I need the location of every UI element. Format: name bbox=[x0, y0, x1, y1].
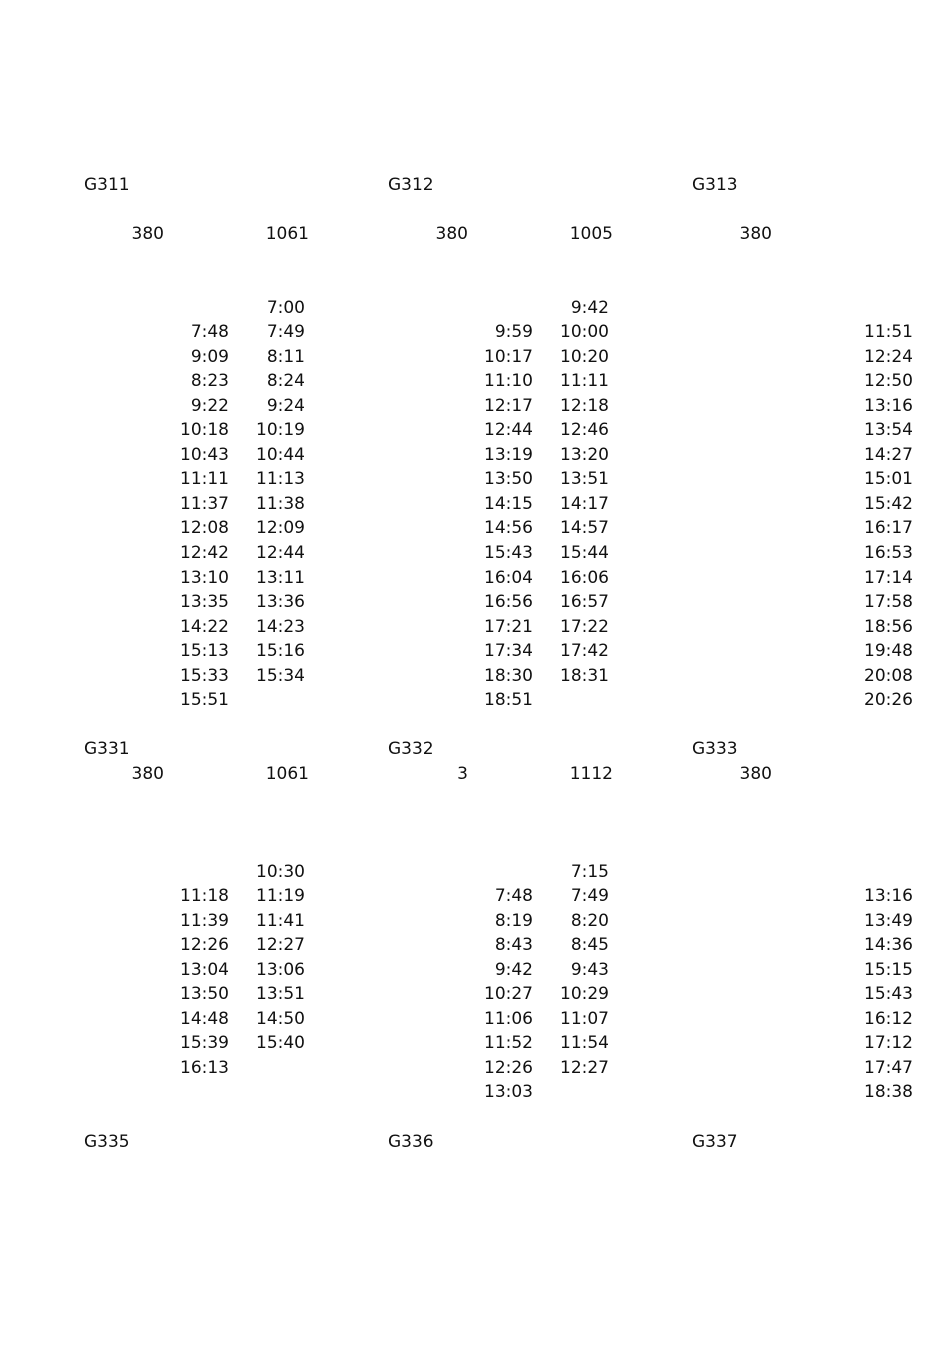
block-code: G311 bbox=[84, 175, 130, 195]
time-cell-right: 13:54 bbox=[864, 420, 913, 440]
time-cell-left: 10:43 bbox=[180, 445, 229, 465]
block-code: G337 bbox=[692, 1132, 738, 1152]
time-cell-left: 11:06 bbox=[484, 1009, 533, 1029]
time-cell-left: 16:13 bbox=[180, 1058, 229, 1078]
time-cell-right: 12:50 bbox=[864, 371, 913, 391]
time-cell-right: 16:17 bbox=[864, 518, 913, 538]
time-cell-right: 15:42 bbox=[864, 494, 913, 514]
block-number-1: 380 bbox=[435, 224, 468, 244]
time-cell-left: 18:30 bbox=[484, 666, 533, 686]
time-cell-right: 20:08 bbox=[864, 666, 913, 686]
time-cell-left: 13:50 bbox=[484, 469, 533, 489]
time-cell-right: 15:34 bbox=[256, 666, 305, 686]
time-cell-right: 11:19 bbox=[256, 886, 305, 906]
time-cell-left: 16:56 bbox=[484, 592, 533, 612]
time-cell-right: 10:29 bbox=[560, 984, 609, 1004]
block-number-1: 380 bbox=[739, 764, 772, 784]
time-cell-left: 9:42 bbox=[494, 960, 533, 980]
time-cell-right: 17:47 bbox=[864, 1058, 913, 1078]
time-cell-right: 11:13 bbox=[256, 469, 305, 489]
time-cell-left: 18:51 bbox=[484, 690, 533, 710]
time-cell-right: 16:06 bbox=[560, 568, 609, 588]
time-cell-right: 12:44 bbox=[256, 543, 305, 563]
time-cell-right: 9:43 bbox=[570, 960, 609, 980]
block-code: G332 bbox=[388, 739, 434, 759]
time-cell-right: 14:27 bbox=[864, 445, 913, 465]
time-cell-right: 13:11 bbox=[256, 568, 305, 588]
time-cell-left: 13:50 bbox=[180, 984, 229, 1004]
block-number-1: 380 bbox=[131, 764, 164, 784]
time-cell-right: 7:15 bbox=[570, 862, 609, 882]
time-cell-right: 18:56 bbox=[864, 617, 913, 637]
time-cell-left: 11:52 bbox=[484, 1033, 533, 1053]
time-cell-left: 14:48 bbox=[180, 1009, 229, 1029]
time-cell-right: 11:54 bbox=[560, 1033, 609, 1053]
time-cell-right: 16:57 bbox=[560, 592, 609, 612]
time-cell-right: 13:16 bbox=[864, 886, 913, 906]
time-cell-left: 14:56 bbox=[484, 518, 533, 538]
time-cell-left: 14:22 bbox=[180, 617, 229, 637]
time-cell-right: 15:44 bbox=[560, 543, 609, 563]
time-cell-right: 12:46 bbox=[560, 420, 609, 440]
block-number-1: 380 bbox=[739, 224, 772, 244]
time-cell-right: 14:23 bbox=[256, 617, 305, 637]
time-cell-right: 12:09 bbox=[256, 518, 305, 538]
block-number-1: 380 bbox=[131, 224, 164, 244]
time-cell-right: 16:12 bbox=[864, 1009, 913, 1029]
time-cell-right: 10:20 bbox=[560, 347, 609, 367]
time-cell-left: 13:35 bbox=[180, 592, 229, 612]
time-cell-left: 8:19 bbox=[494, 911, 533, 931]
block-number-2: 1061 bbox=[265, 224, 309, 244]
time-cell-right: 13:51 bbox=[560, 469, 609, 489]
time-cell-left: 11:37 bbox=[180, 494, 229, 514]
time-cell-right: 7:49 bbox=[570, 886, 609, 906]
time-cell-left: 8:23 bbox=[190, 371, 229, 391]
time-cell-left: 15:39 bbox=[180, 1033, 229, 1053]
time-cell-left: 9:59 bbox=[494, 322, 533, 342]
time-cell-right: 12:18 bbox=[560, 396, 609, 416]
time-cell-right: 7:00 bbox=[266, 298, 305, 318]
time-cell-left: 13:03 bbox=[484, 1082, 533, 1102]
time-cell-left: 13:19 bbox=[484, 445, 533, 465]
time-cell-right: 15:40 bbox=[256, 1033, 305, 1053]
time-cell-right: 12:27 bbox=[256, 935, 305, 955]
time-cell-left: 15:43 bbox=[484, 543, 533, 563]
time-cell-left: 12:44 bbox=[484, 420, 533, 440]
time-cell-left: 10:27 bbox=[484, 984, 533, 1004]
block-code: G336 bbox=[388, 1132, 434, 1152]
time-cell-right: 7:49 bbox=[266, 322, 305, 342]
time-cell-right: 15:01 bbox=[864, 469, 913, 489]
time-cell-right: 12:24 bbox=[864, 347, 913, 367]
time-cell-right: 13:49 bbox=[864, 911, 913, 931]
time-cell-right: 18:31 bbox=[560, 666, 609, 686]
time-cell-right: 11:11 bbox=[560, 371, 609, 391]
time-cell-right: 17:42 bbox=[560, 641, 609, 661]
time-cell-left: 12:08 bbox=[180, 518, 229, 538]
time-cell-right: 13:51 bbox=[256, 984, 305, 1004]
time-cell-right: 17:22 bbox=[560, 617, 609, 637]
time-cell-left: 13:04 bbox=[180, 960, 229, 980]
time-cell-left: 11:11 bbox=[180, 469, 229, 489]
time-cell-left: 15:51 bbox=[180, 690, 229, 710]
time-cell-right: 13:16 bbox=[864, 396, 913, 416]
time-cell-right: 13:06 bbox=[256, 960, 305, 980]
time-cell-left: 11:10 bbox=[484, 371, 533, 391]
time-cell-right: 13:36 bbox=[256, 592, 305, 612]
time-cell-left: 16:04 bbox=[484, 568, 533, 588]
time-cell-left: 10:17 bbox=[484, 347, 533, 367]
time-cell-right: 9:42 bbox=[570, 298, 609, 318]
block-code: G333 bbox=[692, 739, 738, 759]
time-cell-left: 7:48 bbox=[190, 322, 229, 342]
block-number-2: 1061 bbox=[265, 764, 309, 784]
time-cell-right: 18:38 bbox=[864, 1082, 913, 1102]
time-cell-right: 11:38 bbox=[256, 494, 305, 514]
time-cell-right: 8:20 bbox=[570, 911, 609, 931]
time-cell-right: 14:57 bbox=[560, 518, 609, 538]
time-cell-right: 14:50 bbox=[256, 1009, 305, 1029]
time-cell-right: 15:15 bbox=[864, 960, 913, 980]
block-number-1: 3 bbox=[457, 764, 468, 784]
block-code: G331 bbox=[84, 739, 130, 759]
time-cell-left: 17:21 bbox=[484, 617, 533, 637]
time-cell-right: 8:11 bbox=[266, 347, 305, 367]
time-cell-right: 10:19 bbox=[256, 420, 305, 440]
time-cell-left: 12:42 bbox=[180, 543, 229, 563]
block-code: G313 bbox=[692, 175, 738, 195]
block-number-2: 1005 bbox=[569, 224, 613, 244]
time-cell-right: 20:26 bbox=[864, 690, 913, 710]
time-cell-left: 10:18 bbox=[180, 420, 229, 440]
time-cell-left: 15:13 bbox=[180, 641, 229, 661]
block-code: G312 bbox=[388, 175, 434, 195]
time-cell-right: 11:07 bbox=[560, 1009, 609, 1029]
time-cell-right: 14:36 bbox=[864, 935, 913, 955]
time-cell-right: 9:24 bbox=[266, 396, 305, 416]
time-cell-left: 12:26 bbox=[484, 1058, 533, 1078]
time-cell-left: 8:43 bbox=[494, 935, 533, 955]
time-cell-right: 19:48 bbox=[864, 641, 913, 661]
time-cell-left: 12:26 bbox=[180, 935, 229, 955]
time-cell-right: 13:20 bbox=[560, 445, 609, 465]
time-cell-left: 13:10 bbox=[180, 568, 229, 588]
time-cell-right: 14:17 bbox=[560, 494, 609, 514]
time-cell-left: 11:18 bbox=[180, 886, 229, 906]
time-cell-right: 17:14 bbox=[864, 568, 913, 588]
block-code: G335 bbox=[84, 1132, 130, 1152]
time-cell-left: 9:09 bbox=[190, 347, 229, 367]
time-cell-left: 12:17 bbox=[484, 396, 533, 416]
time-cell-right: 17:12 bbox=[864, 1033, 913, 1053]
time-cell-left: 7:48 bbox=[494, 886, 533, 906]
time-cell-right: 16:53 bbox=[864, 543, 913, 563]
time-cell-right: 11:41 bbox=[256, 911, 305, 931]
time-cell-right: 15:16 bbox=[256, 641, 305, 661]
time-cell-right: 8:45 bbox=[570, 935, 609, 955]
block-number-2: 1112 bbox=[569, 764, 613, 784]
time-cell-right: 12:27 bbox=[560, 1058, 609, 1078]
time-cell-left: 9:22 bbox=[190, 396, 229, 416]
time-cell-left: 11:39 bbox=[180, 911, 229, 931]
time-cell-right: 15:43 bbox=[864, 984, 913, 1004]
time-cell-right: 11:51 bbox=[864, 322, 913, 342]
time-cell-right: 17:58 bbox=[864, 592, 913, 612]
time-cell-left: 15:33 bbox=[180, 666, 229, 686]
time-cell-right: 8:24 bbox=[266, 371, 305, 391]
time-cell-left: 14:15 bbox=[484, 494, 533, 514]
time-cell-right: 10:00 bbox=[560, 322, 609, 342]
time-cell-right: 10:30 bbox=[256, 862, 305, 882]
time-cell-right: 10:44 bbox=[256, 445, 305, 465]
time-cell-left: 17:34 bbox=[484, 641, 533, 661]
